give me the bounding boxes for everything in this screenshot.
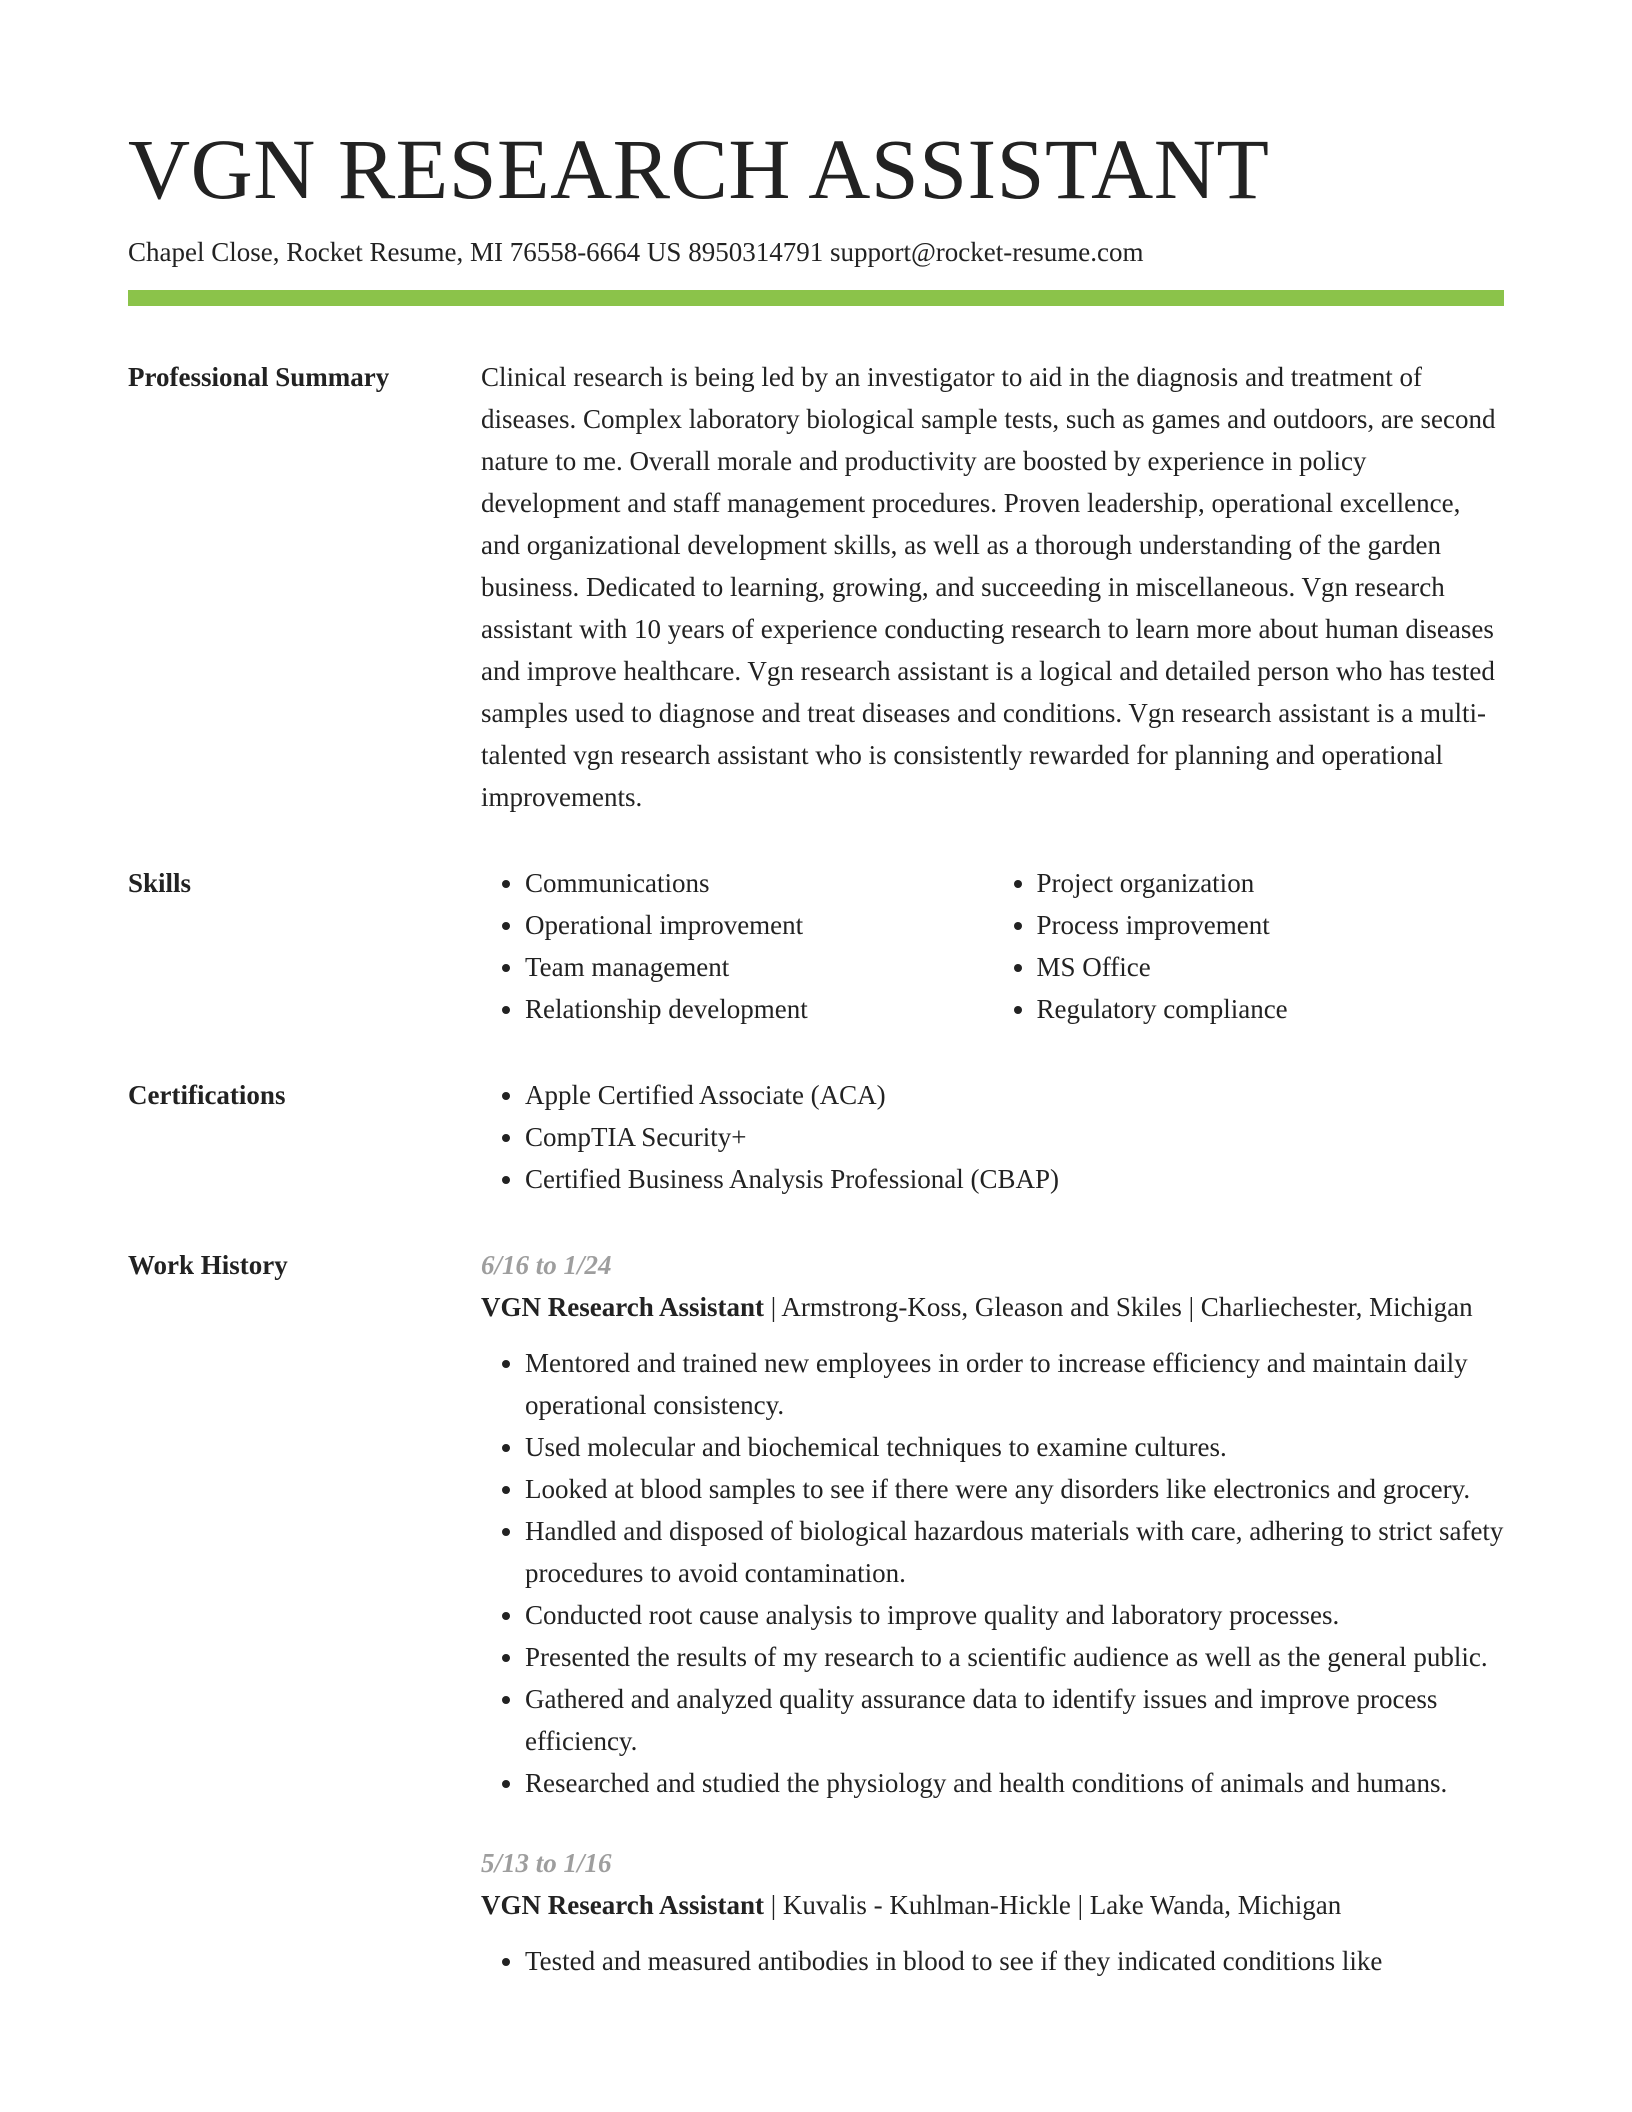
summary-title: Professional Summary (128, 362, 390, 392)
job-entry (481, 1244, 1504, 1804)
job-details: | Armstrong-Koss, Gleason and Skiles | Charliechester, Michigan (764, 1292, 1473, 1322)
job-bullet: • Presented the results of my research to a scientific audience as well as the general public. (525, 1636, 1504, 1678)
summary-section (128, 356, 1504, 818)
certifications-section (128, 1074, 1504, 1200)
summary-text: Clinical research is being led by an investigator to aid in the diagnosis and treatment of diseases. Complex laboratory biological sample tests, such as games and outdoors, are second nature to me. Overall morale and productivity are boosted by experience in policy development and staff management procedures. Proven leadership, operational excellence, and organizational development skills, as well as a thorough understanding of the garden business. Dedicated to learning, growing, and succeeding in miscellaneous. Vgn research assistant with 10 years of experience conducting research to learn more about human diseases and improve healthcare. Vgn research assistant is a logical and detailed person who has tested samples used to diagnose and treat diseases and conditions. Vgn research assistant is a multi-talented vgn research assistant who is consistently rewarded for planning and operational improvements. (481, 362, 1496, 812)
skill-item: • Communications (525, 862, 993, 904)
job-bullet: • Researched and studied the physiology and health conditions of animals and humans. (525, 1762, 1504, 1804)
skills-title: Skills (128, 868, 192, 898)
work-history-title: Work History (128, 1250, 288, 1280)
job-bullet: • Handled and disposed of biological hazardous materials with care, adhering to strict safety procedures to avoid contamination. (525, 1510, 1504, 1594)
job-bullets (481, 1342, 1504, 1804)
certifications-list (481, 1074, 1504, 1200)
summary-body (481, 356, 1504, 818)
certification-item: • Certified Business Analysis Professional (CBAP) (525, 1158, 1504, 1200)
job-heading (481, 1286, 1504, 1328)
job-bullet: • Conducted root cause analysis to improve quality and laboratory processes. (525, 1594, 1504, 1636)
skills-grid (481, 862, 1504, 1030)
candidate-name: VGN RESEARCH ASSISTANT (128, 121, 1270, 217)
job-details: | Kuvalis - Kuhlman-Hickle | Lake Wanda, Michigan (764, 1890, 1342, 1920)
skills-body (481, 862, 1504, 1030)
certification-item: • Apple Certified Associate (ACA) (525, 1074, 1504, 1116)
job-title: VGN Research Assistant (481, 1890, 764, 1920)
job-entry (481, 1842, 1504, 1982)
skill-item: • Team management (525, 946, 993, 988)
job-title: VGN Research Assistant (481, 1292, 764, 1322)
job-bullet: • Used molecular and biochemical techniques to examine cultures. (525, 1426, 1504, 1468)
job-dates: 5/13 to 1/16 (481, 1848, 612, 1878)
skill-item: • MS Office (1037, 946, 1505, 988)
job-dates: 6/16 to 1/24 (481, 1250, 612, 1280)
skills-list-left (481, 862, 993, 1030)
job-bullet: • Tested and measured antibodies in blood to see if they indicated conditions like (525, 1940, 1504, 1982)
job-bullet: • Gathered and analyzed quality assurance data to identify issues and improve process efficiency. (525, 1678, 1504, 1762)
job-bullet: • Looked at blood samples to see if there were any disorders like electronics and grocery. (525, 1468, 1504, 1510)
job-bullets (481, 1940, 1504, 1982)
skill-item: • Operational improvement (525, 904, 993, 946)
certifications-body (481, 1074, 1504, 1200)
work-history-body (481, 1244, 1504, 2020)
job-bullet: • Mentored and trained new employees in order to increase efficiency and maintain daily operational consistency. (525, 1342, 1504, 1426)
skills-list-right (993, 862, 1505, 1030)
certifications-title: Certifications (128, 1080, 286, 1110)
skill-item: • Relationship development (525, 988, 993, 1030)
work-history-section (128, 1244, 1504, 2020)
header-divider (128, 290, 1504, 306)
contact-line: Chapel Close, Rocket Resume, MI 76558-6664 US 8950314791 support@rocket-resume.com (128, 237, 1144, 267)
job-heading (481, 1884, 1504, 1926)
skill-item: • Regulatory compliance (1037, 988, 1505, 1030)
certification-item: • CompTIA Security+ (525, 1116, 1504, 1158)
skills-section (128, 862, 1504, 1030)
skill-item: • Project organization (1037, 862, 1505, 904)
skill-item: • Process improvement (1037, 904, 1505, 946)
